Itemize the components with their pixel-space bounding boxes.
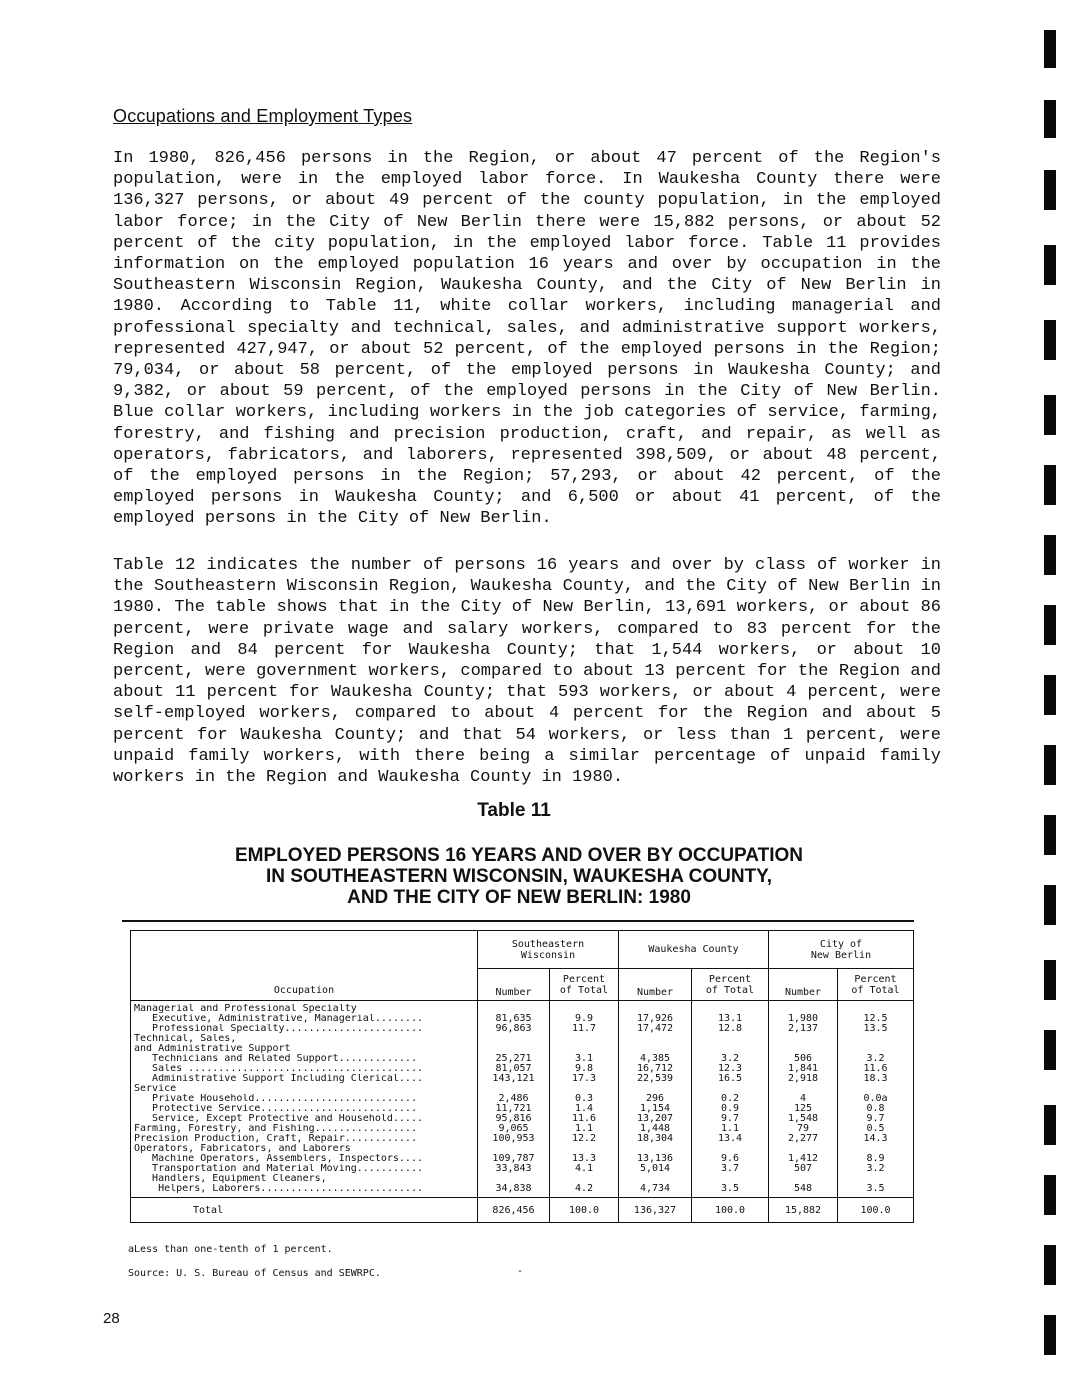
table-title-line: AND THE CITY OF NEW BERLIN: 1980 bbox=[347, 887, 691, 908]
number-header: Number bbox=[478, 969, 550, 1001]
row-value: 3.2 bbox=[720, 1054, 740, 1064]
region-percent-column bbox=[550, 1001, 619, 1198]
row-value: 0.5 bbox=[866, 1124, 885, 1134]
row-value bbox=[553, 1044, 615, 1054]
row-value bbox=[695, 1144, 765, 1154]
row-value: 13,207 bbox=[636, 1114, 674, 1124]
row-value bbox=[481, 1084, 546, 1094]
row-value: 3.2 bbox=[866, 1054, 885, 1064]
table-title bbox=[150, 845, 888, 908]
row-value: 2,137 bbox=[787, 1024, 819, 1034]
row-value: 0.2 bbox=[720, 1094, 740, 1104]
row-value: 17,926 bbox=[636, 1014, 674, 1024]
row-value: 1.1 bbox=[574, 1124, 594, 1134]
row-value bbox=[695, 1004, 765, 1014]
row-value: 17,472 bbox=[636, 1024, 674, 1034]
row-value: 96,863 bbox=[495, 1024, 532, 1034]
paragraph-occupations: In 1980, 826,456 persons in the Region, or about 47 percent of the Region's population, were in the employed labor force. In Waukesha County there were 136,327 persons, or about 49 percent of the county population, in the employed labor force; in the City of New Berlin there were 15,882 persons, or about 52 percent of the city population, in the employed labor force. Table 11 provides information on the employed population 16 years and over by occupation in the Southeastern Wisconsin Region, Waukesha County, and the City of New Berlin in 1980. According to Table 11, white collar workers, including managerial and professional specialty and technical, sales, and administrative support workers, represented 427,947, or about 52 percent, of the employed persons in the Region; 79,034, or about 58 percent, of the employed persons in Waukesha County; and 9,382, or about 59 percent, of the employed persons in the City of New Berlin. Blue collar workers, including workers in the job categories of service, farming, forestry, and fishing and precision production, craft, and repair, as well as operators, fabricators, and laborers, represented 398,509, or about 48 percent, of the employed persons in the Region; 57,293, or about 42 percent, of the employed persons in Waukesha County; and 6,500 or about 41 percent, of the employed persons in the City of New Berlin. bbox=[113, 149, 941, 529]
row-value bbox=[695, 1044, 765, 1054]
row-value: 2,277 bbox=[787, 1134, 819, 1144]
row-value: 296 bbox=[645, 1094, 665, 1104]
row-value: 81,635 bbox=[495, 1014, 532, 1024]
row-value: 11,721 bbox=[495, 1104, 532, 1114]
row-label: Transportation and Material Moving........... bbox=[134, 1164, 423, 1174]
row-value: 9.8 bbox=[574, 1064, 594, 1074]
row-value: 9.7 bbox=[866, 1114, 885, 1124]
row-value: 0.0a bbox=[863, 1094, 888, 1104]
row-value: 548 bbox=[793, 1184, 813, 1194]
row-label: Handlers, Equipment Cleaners, bbox=[134, 1174, 327, 1184]
number-header: Number bbox=[769, 969, 838, 1001]
row-value: 125 bbox=[793, 1104, 813, 1114]
percent-header: Percent of Total bbox=[550, 969, 619, 1001]
row-value: 95,816 bbox=[495, 1114, 532, 1124]
margin-bar bbox=[1044, 1245, 1056, 1285]
row-value: 9.7 bbox=[720, 1114, 740, 1124]
row-value: 3.5 bbox=[866, 1184, 885, 1194]
county-header: Waukesha County bbox=[619, 931, 769, 969]
row-label: and Administrative Support bbox=[134, 1044, 291, 1054]
row-label: Service bbox=[134, 1084, 177, 1094]
footnote: aLess than one-tenth of 1 percent. bbox=[128, 1244, 333, 1255]
row-value: 13.3 bbox=[571, 1154, 597, 1164]
table-top-rule bbox=[122, 920, 914, 922]
table-body bbox=[131, 1001, 914, 1198]
row-label: Executive, Administrative, Managerial........ bbox=[134, 1014, 423, 1024]
row-value: 13.5 bbox=[863, 1024, 888, 1034]
row-value: 12.5 bbox=[863, 1014, 888, 1024]
row-value: 1,841 bbox=[787, 1064, 819, 1074]
row-value: 16.5 bbox=[717, 1074, 743, 1084]
total-row bbox=[131, 1198, 914, 1223]
percent-header: Percent of Total bbox=[838, 969, 914, 1001]
row-value: 25,271 bbox=[495, 1054, 532, 1064]
row-label: Private Household........................... bbox=[134, 1094, 417, 1104]
row-value bbox=[622, 1004, 688, 1014]
row-value bbox=[481, 1144, 546, 1154]
row-label: Sales ....................................... bbox=[134, 1064, 423, 1074]
row-value: 0.3 bbox=[574, 1094, 594, 1104]
row-value bbox=[695, 1174, 765, 1184]
row-value: 3.7 bbox=[720, 1164, 740, 1174]
row-value: 4,734 bbox=[639, 1184, 671, 1194]
table-title-line: IN SOUTHEASTERN WISCONSIN, WAUKESHA COUNTY, bbox=[266, 866, 772, 887]
margin-bar bbox=[1044, 745, 1056, 785]
row-value: 3.2 bbox=[866, 1164, 885, 1174]
region-header: Southeastern Wisconsin bbox=[478, 931, 619, 969]
page-number: 28 bbox=[103, 1310, 120, 1327]
row-label: Technical, Sales, bbox=[134, 1034, 237, 1044]
row-value: 3.1 bbox=[574, 1054, 594, 1064]
source-note: Source: U. S. Bureau of Census and SEWRPC. bbox=[128, 1268, 381, 1279]
table-title-line: EMPLOYED PERSONS 16 YEARS AND OVER BY OCCUPATION bbox=[235, 845, 803, 866]
paragraph-class-of-worker: Table 12 indicates the number of persons 16 years and over by class of worker in the Southeastern Wisconsin Region, Waukesha County, and the City of New Berlin in 1980. The table shows that in the City of New Berlin, 13,691 workers, or about 86 percent, were private wage and salary workers, compared to 83 percent for the Region and 84 percent for Waukesha County; that 1,544 workers, or about 10 percent, were government workers, compared to about 13 percent for the Region and about 11 percent for Waukesha County; that 593 workers, or about 4 percent, were self-employed workers, compared to about 4 percent for the Region and about 5 percent for Waukesha County; and that 54 workers, or less than 1 percent, were unpaid family workers, with there being a similar percentage of unpaid family workers in the Region and Waukesha County in 1980. bbox=[113, 556, 941, 788]
row-value bbox=[553, 1034, 615, 1044]
row-value bbox=[695, 1084, 765, 1094]
row-value: 14.3 bbox=[863, 1134, 888, 1144]
row-value bbox=[841, 1144, 910, 1154]
margin-bar bbox=[1044, 245, 1056, 285]
row-label: Protective Service.......................... bbox=[134, 1104, 417, 1114]
row-value: 0.9 bbox=[720, 1104, 740, 1114]
row-value bbox=[772, 1004, 834, 1014]
row-value bbox=[841, 1004, 910, 1014]
city-header: City of New Berlin bbox=[769, 931, 914, 969]
row-value: 4.2 bbox=[574, 1184, 594, 1194]
row-value: 5,014 bbox=[639, 1164, 671, 1174]
row-value: 4,385 bbox=[639, 1054, 671, 1064]
row-value bbox=[622, 1174, 688, 1184]
row-value: 33,843 bbox=[495, 1164, 532, 1174]
row-value: 2,918 bbox=[787, 1074, 819, 1084]
row-value: 1.1 bbox=[720, 1124, 740, 1134]
row-label: Helpers, Laborers........................... bbox=[134, 1184, 423, 1194]
margin-bar bbox=[1044, 1315, 1056, 1355]
row-value: 16,712 bbox=[636, 1064, 674, 1074]
row-value: 506 bbox=[793, 1054, 813, 1064]
row-value: 143,121 bbox=[492, 1074, 535, 1084]
section-heading: Occupations and Employment Types bbox=[113, 106, 413, 126]
margin-bar bbox=[1044, 100, 1056, 138]
row-value bbox=[553, 1084, 615, 1094]
city-number-column bbox=[769, 1001, 838, 1198]
row-value bbox=[772, 1174, 834, 1184]
row-value: 0.8 bbox=[866, 1104, 885, 1114]
occupation-header: Occupation bbox=[131, 931, 478, 1001]
row-value: 81,057 bbox=[495, 1064, 532, 1074]
row-value: 12.3 bbox=[717, 1064, 743, 1074]
row-value: 100,953 bbox=[492, 1134, 535, 1144]
margin-bar bbox=[1044, 320, 1056, 360]
city-percent-column bbox=[838, 1001, 914, 1198]
total-cell: 100.0 bbox=[838, 1198, 914, 1223]
margin-bar bbox=[1044, 605, 1056, 645]
margin-bar bbox=[1044, 1030, 1056, 1070]
row-value: 1,154 bbox=[639, 1104, 671, 1114]
region-number-column bbox=[478, 1001, 550, 1198]
row-value bbox=[772, 1084, 834, 1094]
total-cell: 100.0 bbox=[550, 1198, 619, 1223]
row-value: 11.7 bbox=[571, 1024, 597, 1034]
row-value: 4 bbox=[799, 1094, 807, 1104]
row-value: 13.1 bbox=[717, 1014, 743, 1024]
row-value bbox=[622, 1144, 688, 1154]
row-value bbox=[841, 1034, 910, 1044]
row-value: 11.6 bbox=[571, 1114, 597, 1124]
margin-bar bbox=[1044, 465, 1056, 505]
row-label: Machine Operators, Assemblers, Inspectors.... bbox=[134, 1154, 423, 1164]
row-label: Administrative Support Including Clerical.... bbox=[134, 1074, 423, 1084]
row-value: 79 bbox=[796, 1124, 810, 1134]
margin-bar bbox=[1044, 170, 1056, 210]
row-value bbox=[481, 1034, 546, 1044]
margin-bar bbox=[1044, 30, 1056, 68]
row-value bbox=[481, 1174, 546, 1184]
row-label: Service, Except Protective and Household..... bbox=[134, 1114, 423, 1124]
row-label: Precision Production, Craft, Repair............ bbox=[134, 1134, 417, 1144]
row-value: 18.3 bbox=[863, 1074, 888, 1084]
row-value bbox=[553, 1174, 615, 1184]
row-value: 9.9 bbox=[574, 1014, 594, 1024]
county-percent-column bbox=[692, 1001, 769, 1198]
row-value: 34,838 bbox=[495, 1184, 532, 1194]
row-label: Professional Specialty....................... bbox=[134, 1024, 423, 1034]
row-value: 1,412 bbox=[787, 1154, 819, 1164]
row-value bbox=[841, 1174, 910, 1184]
total-cell: 136,327 bbox=[619, 1198, 692, 1223]
row-value: 1.4 bbox=[574, 1104, 594, 1114]
total-label: Total bbox=[131, 1198, 478, 1223]
row-value: 109,787 bbox=[492, 1154, 535, 1164]
row-value: 12.8 bbox=[717, 1024, 743, 1034]
total-cell: 100.0 bbox=[692, 1198, 769, 1223]
county-number-column bbox=[619, 1001, 692, 1198]
row-value bbox=[841, 1044, 910, 1054]
row-value bbox=[622, 1034, 688, 1044]
row-value: 8.9 bbox=[866, 1154, 885, 1164]
occupation-column bbox=[131, 1001, 478, 1198]
row-value bbox=[622, 1044, 688, 1054]
occupation-table bbox=[130, 930, 914, 1223]
row-value: 3.5 bbox=[720, 1184, 740, 1194]
row-value bbox=[695, 1034, 765, 1044]
row-value: 4.1 bbox=[574, 1164, 594, 1174]
total-cell: 15,882 bbox=[769, 1198, 838, 1223]
margin-bar bbox=[1044, 885, 1056, 925]
row-value bbox=[553, 1004, 615, 1014]
table-label: Table 11 bbox=[477, 800, 551, 821]
margin-bar bbox=[1044, 675, 1056, 715]
row-value: 13,136 bbox=[636, 1154, 674, 1164]
margin-bar bbox=[1044, 1105, 1056, 1145]
row-value bbox=[772, 1044, 834, 1054]
number-header: Number bbox=[619, 969, 692, 1001]
row-value: 17.3 bbox=[571, 1074, 597, 1084]
row-value: 1,980 bbox=[787, 1014, 819, 1024]
row-value bbox=[553, 1144, 615, 1154]
percent-header: Percent of Total bbox=[692, 969, 769, 1001]
row-label: Operators, Fabricators, and Laborers bbox=[134, 1144, 351, 1154]
row-value: 9.6 bbox=[720, 1154, 740, 1164]
row-value: 1,548 bbox=[787, 1114, 819, 1124]
row-value: 22,539 bbox=[636, 1074, 674, 1084]
row-value bbox=[481, 1044, 546, 1054]
margin-bar bbox=[1044, 535, 1056, 575]
total-cell: 826,456 bbox=[478, 1198, 550, 1223]
row-value: 9,065 bbox=[498, 1124, 529, 1134]
row-value bbox=[841, 1084, 910, 1094]
row-value bbox=[772, 1034, 834, 1044]
row-value: 1,448 bbox=[639, 1124, 671, 1134]
margin-bar bbox=[1044, 815, 1056, 855]
row-value bbox=[481, 1004, 546, 1014]
row-value bbox=[772, 1144, 834, 1154]
row-value: 2,486 bbox=[498, 1094, 529, 1104]
row-value: 11.6 bbox=[863, 1064, 888, 1074]
margin-bar bbox=[1044, 395, 1056, 435]
row-value: 18,304 bbox=[636, 1134, 674, 1144]
margin-bar bbox=[1044, 1175, 1056, 1215]
stray-dash: - bbox=[517, 1266, 524, 1277]
row-value bbox=[622, 1084, 688, 1094]
margin-bar bbox=[1044, 960, 1056, 1000]
row-label: Farming, Forestry, and Fishing................. bbox=[134, 1124, 417, 1134]
row-value: 12.2 bbox=[571, 1134, 597, 1144]
row-value: 507 bbox=[793, 1164, 813, 1174]
row-value: 13.4 bbox=[717, 1134, 743, 1144]
row-label: Managerial and Professional Specialty bbox=[134, 1004, 357, 1014]
row-label: Technicians and Related Support............. bbox=[134, 1054, 417, 1064]
